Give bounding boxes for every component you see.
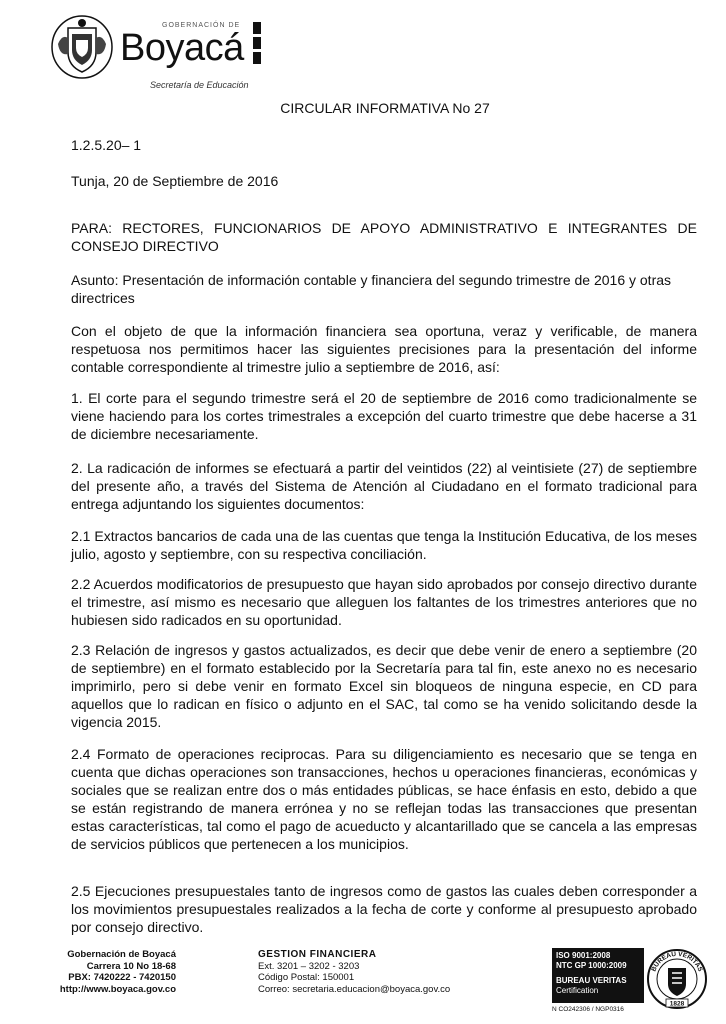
seal-top-text: BUREAU VERITAS <box>650 950 704 973</box>
item-2-1: 2.1 Extractos bancarios de cada una de las cuentas que tenga la Institución Educativa, de los meses julio, agosto y septiembre, con su respectiva conciliación. <box>71 528 697 562</box>
item-2-5: 2.5 Ejecuciones presupuestales tanto de ingresos como de gastos las cuales deben corresponder a los movimientos presupuestales realizados a la fecha de corte y conforme al presupuesto aprobado por consejo directivo. <box>71 883 697 935</box>
subject: Asunto: Presentación de información contable y financiera del segundo trimestre de 2016 y otras directrices <box>71 272 672 306</box>
cert-ntc: NTC GP 1000:2009 <box>556 960 627 970</box>
flag-icon <box>253 22 265 68</box>
item-2-3: 2.3 Relación de ingresos y gastos actualizados, es decir que debe venir de enero a septiembre (20 de septiembre) en el formato establecido por la Secretaría para tal fin, este anexo no es necesario imprimirlo, pero si debe venir en formato Excel sin bloqueos de ninguna especie, en CD para aquellos que lo radican en físico o adjunto en el SAC, tal como se ha venido solicitando desde la vigencia 2015. <box>71 642 697 730</box>
footer-extensions: Ext. 3201 – 3202 - 3203 <box>258 960 360 972</box>
cert-bureau: BUREAU VERITAS <box>556 976 627 985</box>
bureau-veritas-seal-icon <box>646 946 708 1012</box>
footer-department <box>258 949 450 995</box>
footer-email-link[interactable]: Correo: secretaria.educacion@boyaca.gov.co <box>258 983 451 995</box>
boyaca-logo <box>50 8 270 93</box>
cert-certification: Certification <box>556 985 599 995</box>
brand-name: Boyacá <box>120 27 244 69</box>
footer-postal-code: Código Postal: 150001 <box>258 972 355 983</box>
item-2-4: 2.4 Formato de operaciones reciprocas. Para su diligenciamiento es necesario que se tenga en cuenta que dichas operaciones son transacciones, hechos u operaciones financieras, económicas y sociales que se realizan entre dos o más entidades públicas, se hace énfasis en esto, debido a que se están registrando de manera errónea y no se reflejan todas las transacciones que presentan estas características, tal como el pago de acueducto y alcantarillado que se cancela a las empresas de servicios públicos que pertenecen a los municipios. <box>71 746 697 852</box>
footer-address: Carrera 10 No 18-68 <box>86 960 176 972</box>
item-2: 2. La radicación de informes se efectuará a partir del veintidos (22) al veintisiete (27) de septiembre del presente año, a través del Sistema de Atención al Ciudadano en el formato tradicional para entrega adjuntando los siguientes documentos: <box>71 460 697 512</box>
document-date: Tunja, 20 de Septiembre de 2016 <box>71 173 279 189</box>
seal-year: 1828 <box>669 1000 685 1008</box>
reference-number: 1.2.5.20– 1 <box>71 137 142 153</box>
footer-org-name: Gobernación de Boyacá <box>67 949 176 960</box>
brand-subtitle: Secretaría de Educación <box>150 80 249 90</box>
item-1: 1. El corte para el segundo trimestre será el 20 de septiembre de 2016 como tradicionalmente se viene haciendo para los cortes trimestrales a excepción del cuarto trimestre que debe hacerse a 31 de diciembre necesariamente. <box>71 390 697 442</box>
addressees: PARA: RECTORES, FUNCIONARIOS DE APOYO ADMINISTRATIVO E INTEGRANTES DE CONSEJO DIRECTIVO <box>71 220 697 254</box>
footer-contact <box>46 949 176 995</box>
cert-code: N CO242306 / NGP0316 <box>552 1006 624 1013</box>
footer-website-link[interactable]: http://www.boyaca.gov.co <box>59 983 176 995</box>
item-2-2: 2.2 Acuerdos modificatorios de presupuesto que hayan sido aprobados por consejo directivo durante el trimestre, así mismo es necesario que alleguen los faltantes de los trimestres anteriores que no hubiesen sido radicados en su oportunidad. <box>71 576 697 628</box>
cert-iso: ISO 9001:2008 <box>556 951 611 960</box>
footer-pbx: PBX: 7420222 - 7420150 <box>68 972 176 983</box>
coat-of-arms-icon <box>50 14 114 80</box>
certification-box <box>552 948 644 1003</box>
footer-department-heading: GESTION FINANCIERA <box>258 949 377 960</box>
certification-badge <box>552 946 710 1016</box>
intro-paragraph: Con el objeto de que la información financiera sea oportuna, veraz y verificable, de manera respetuosa nos permitimos hacer las siguientes precisiones para la presentación del informe contable correspondiente al trimestre julio a septiembre de 2016, así: <box>71 323 697 375</box>
document-title: CIRCULAR INFORMATIVA No 27 <box>280 100 490 116</box>
brand-small-text: GOBERNACIÓN DE <box>162 22 241 29</box>
